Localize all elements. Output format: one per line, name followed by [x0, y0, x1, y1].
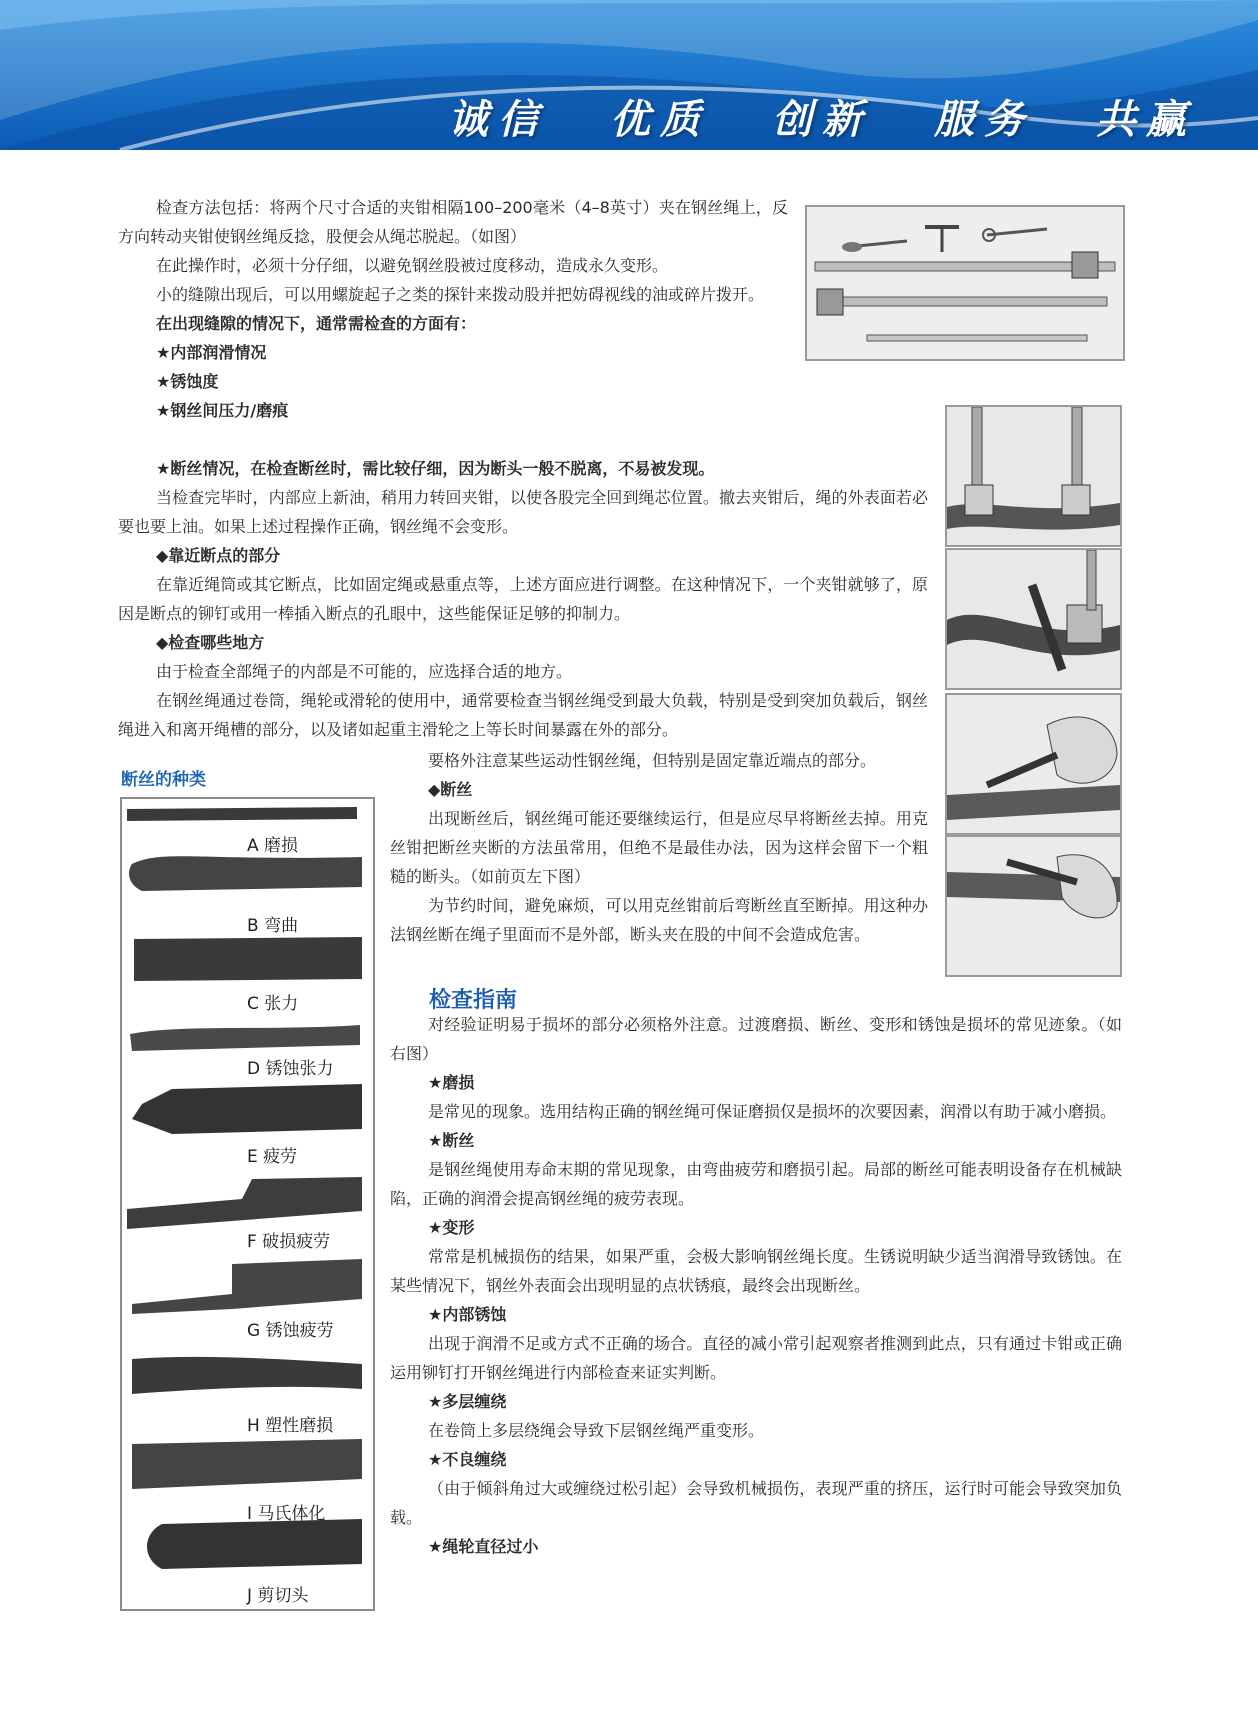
mid-paragraph-11: 为节约时间，避免麻烦，可以用克丝钳前后弯断丝直至断掉。用这种办法钢丝断在绳子里面而不是外部，断头夹在股的中间不会造成危害。 [390, 896, 928, 944]
guide-body-internal: 出现于润滑不足或方式不正确的场合。直径的减小常引起观察者推测到此点，只有通过卡钳或正确运用铆钉打开钢丝绳进行内部检查来证实判断。 [390, 1334, 1122, 1382]
guide-head-deform: ★变形 [428, 1218, 475, 1237]
wire-label-i: I 马氏体化 [247, 1504, 326, 1524]
slogan-1: 诚信 [448, 97, 548, 143]
slogan-4: 服务 [934, 97, 1034, 143]
header-banner [0, 0, 1258, 150]
guide-title: 检查指南 [429, 988, 518, 1013]
wire-label-b: B 弯曲 [247, 916, 299, 936]
wire-label-a: A 磨损 [247, 836, 299, 856]
pliers-cutting-photo [945, 693, 1122, 835]
intro-paragraph-2: 在此操作时，必须十分仔细，以避免钢丝股被过度移动，造成永久变形。 [156, 256, 669, 275]
intro-paragraph-3: 小的缝隙出现后，可以用螺旋起子之类的探针来拨动股并把妨碍视线的油或碎片拨开。 [156, 285, 765, 304]
intro-block-bottom [118, 454, 928, 744]
guide-body-deform: 常常是机械损伤的结果，如果严重，会极大影响钢丝绳长度。生锈说明缺少适当润滑导致锈蚀。在某些情况下，钢丝外表面会出现明显的点状锈痕，最终会出现断丝。 [390, 1247, 1122, 1295]
wire-types-panel [120, 797, 375, 1611]
wire-label-e: E 疲劳 [247, 1147, 298, 1167]
intro-paragraph-5: 当检查完毕时，内部应上新油，稍用力转回夹钳，以使各股完全回到绳芯位置。撤去夹钳后，绳的外表面若必要也要上油。如果上述过程操作正确，钢丝绳不会变形。 [118, 488, 928, 536]
intro-checklist-heading: 在出现缝隙的情况下，通常需检查的方面有： [156, 314, 477, 333]
guide-block [390, 1010, 1122, 1561]
wire-label-f: F 破损疲劳 [247, 1232, 331, 1252]
intro-paragraph-6: 在靠近绳筒或其它断点，比如固定绳或悬重点等，上述方面应进行调整。在这种情况下，一个夹钳就够了，原因是断点的铆钉或用一棒插入断点的孔眼中，这些能保证足够的抑制力。 [118, 575, 928, 623]
wire-label-c: C 张力 [247, 994, 299, 1014]
wire-label-j: J 剪切头 [247, 1586, 309, 1606]
guide-head-internal: ★内部锈蚀 [428, 1305, 507, 1324]
checklist-item: ★锈蚀度 [156, 372, 219, 391]
guide-body-broken: 是钢丝绳使用寿命末期的常见现象，由弯曲疲劳和磨损引起。局部的断丝可能表明设备存在机械缺陷，正确的润滑会提高钢丝绳的疲劳表现。 [390, 1160, 1122, 1208]
guide-head-wear: ★磨损 [428, 1073, 475, 1092]
guide-head-sheave: ★绳轮直径过小 [428, 1537, 539, 1556]
clamp-on-rope-photo-1 [945, 405, 1122, 547]
slogan-2: 优质 [610, 97, 710, 143]
intro-block-top [118, 193, 788, 425]
middle-text-block [390, 746, 928, 949]
checklist-item: ★断丝情况，在检查断丝时，需比较仔细，因为断头一般不脱离，不易被发现。 [156, 459, 715, 478]
pliers-bending-photo [945, 835, 1122, 977]
slogan-3: 创新 [772, 97, 872, 143]
checklist-item: ★内部润滑情况 [156, 343, 267, 362]
clamp-tools-photo [805, 205, 1125, 361]
checklist-item: ★钢丝间压力/磨痕 [156, 401, 289, 420]
wire-label-h: H 塑性磨损 [247, 1416, 334, 1436]
mid-paragraph-9: 要格外注意某些运动性钢丝绳，但特别是固定靠近端点的部分。 [428, 751, 877, 770]
wire-label-g: G 锈蚀疲劳 [247, 1321, 334, 1341]
slogan-5: 共赢 [1096, 97, 1196, 143]
guide-body-badwinding: （由于倾斜角过大或缠绕过松引起）会导致机械损伤，表现严重的挤压，运行时可能会导致突加负载。 [390, 1479, 1122, 1527]
guide-intro: 对经验证明易于损坏的部分必须格外注意。过渡磨损、断丝、变形和锈蚀是损坏的常见迹象。（如右图） [390, 1015, 1122, 1063]
wire-types-title: 断丝的种类 [121, 770, 206, 790]
slogan-row [448, 88, 1196, 145]
heading-where-to-check: ◆检查哪些地方 [156, 633, 265, 652]
guide-head-badwinding: ★不良缠绕 [428, 1450, 507, 1469]
guide-body-multilayer: 在卷筒上多层绕绳会导致下层钢丝绳严重变形。 [428, 1421, 765, 1440]
guide-body-wear: 是常见的现象。选用结构正确的钢丝绳可保证磨损仅是损坏的次要因素，润滑以有助于减小磨损。 [428, 1102, 1117, 1121]
intro-paragraph-8: 在钢丝绳通过卷筒，绳轮或滑轮的使用中，通常要检查当钢丝绳受到最大负载，特别是受到突加负载后，钢丝绳进入和离开绳槽的部分，以及诸如起重主滑轮之上等长时间暴露在外的部分。 [118, 691, 928, 739]
intro-paragraph-1: 检查方法包括：将两个尺寸合适的夹钳相隔100–200毫米（4–8英寸）夹在钢丝绳上，反方向转动夹钳使钢丝绳反捻，股便会从绳芯脱起。（如图） [118, 198, 788, 246]
mid-paragraph-10: 出现断丝后，钢丝绳可能还要继续运行，但是应尽早将断丝去掉。用克丝钳把断丝夹断的方法虽常用，但绝不是最佳办法，因为这样会留下一个粗糙的断头。（如前页左下图） [390, 809, 928, 886]
intro-paragraph-7: 由于检查全部绳子的内部是不可能的，应选择合适的地方。 [156, 662, 573, 681]
heading-broken-wire: ◆断丝 [428, 780, 473, 799]
clamp-on-rope-photo-2 [945, 548, 1122, 690]
guide-head-multilayer: ★多层缠绕 [428, 1392, 507, 1411]
guide-head-broken: ★断丝 [428, 1131, 475, 1150]
heading-near-break: ◆靠近断点的部分 [156, 546, 281, 565]
wire-label-d: D 锈蚀张力 [247, 1059, 334, 1079]
